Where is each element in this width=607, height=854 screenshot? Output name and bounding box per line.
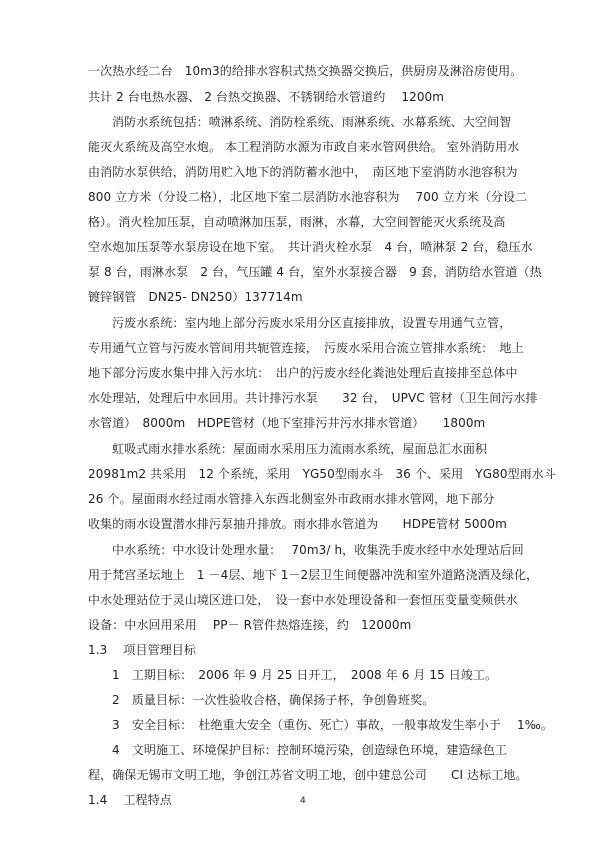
text-line: 水处理站，处理后中水回用。共计排污水泵 32 台， UPVC 管材（卫生间污水排 xyxy=(88,391,538,405)
text-line: 虹吸式雨水排水系统：屋面雨水采用压力流雨水系统，屋面总汇水面积 xyxy=(112,442,488,456)
text-line: 消防水系统包括：喷淋系统、消防栓系统、雨淋系统、水幕系统、大空间智 xyxy=(112,115,512,129)
text-line: 一次热水经二台 10m3的给排水容积式热交换器交换后，供厨房及淋浴房使用。 xyxy=(88,64,523,78)
text-line: 用于梵宫圣坛地上 1 －4层、地下 1－2层卫生间便器冲洗和室外道路浇洒及绿化， xyxy=(88,568,539,582)
text-line: 程，确保无锡市文明工地，争创江苏省文明工地，创中建总公司 CI 达标工地。 xyxy=(88,768,528,782)
text-line: 空水炮加压泵等水泵房设在地下室。 共计消火栓水泵 4 台，喷淋泵 2 台，稳压水 xyxy=(88,240,533,254)
text-line: 镀锌钢管 DN25- DN250）137714m xyxy=(88,290,303,304)
text-line: 设备：中水回用采用 PP－ R管件热熔连接，约 12000m xyxy=(88,618,412,632)
text-line: 污废水系统：室内地上部分污废水采用分区直接排放，设置专用通气立管， xyxy=(112,316,512,330)
section-heading: 1.4 工程特点 xyxy=(88,793,172,807)
text-line: 26 个。屋面雨水经过雨水管排入东西北侧室外市政雨水排水管网，地下部分 xyxy=(88,492,495,506)
text-line: 水管道） 8000m HDPE管材（地下室排污井污水排水管道） 1800m xyxy=(88,416,486,430)
text-line: 专用通气立管与污废水管间用共轭管连接， 污废水采用合流立管排水系统： 地上 xyxy=(88,341,524,355)
list-item: 1 工期目标： 2006 年 9 月 25 日开工， 2008 年 6 月 15 日竣工。 xyxy=(112,668,498,682)
text-line: 由消防水泵供给，消防用贮入地下的消防蓄水池中， 南区地下室消防水池容积为 xyxy=(88,165,518,179)
text-line: 能灭火系统及高空水炮。 本工程消防水源为市政自来水管网供给。 室外消防用水 xyxy=(88,140,520,154)
list-item: 2 质量目标：一次性验收合格，确保扬子杯，争创鲁班奖。 xyxy=(112,693,435,707)
text-line: 中水系统：中水设计处理水量： 70m3/ h，收集洗手废水经中水处理站后回 xyxy=(112,543,524,557)
text-line: 共计 2 台电热水器、 2 台热交换器、不锈钢给水管道约 1200m xyxy=(88,90,445,104)
section-heading: 1.3 项目管理目标 xyxy=(88,643,196,657)
text-line: 地下部分污废水集中排入污水坑： 出户的污废水经化粪池处理后直接排至总体中 xyxy=(88,366,518,380)
text-line: 收集的雨水设置潜水排污泵抽升排放。雨水排水管道为 HDPE管材 5000m xyxy=(88,517,507,531)
page-number: 4 xyxy=(300,796,306,806)
list-item: 3 安全目标： 杜绝重大安全（重伤、死亡）事故，一般事故发生率小于 1‰。 xyxy=(112,718,553,732)
text-line: 800 立方米（分设二格），北区地下室二层消防水池容积为 700 立方米（分设二 xyxy=(88,190,528,204)
text-line: 中水处理站位于灵山境区进口处， 设一套中水处理设备和一套恒压变量变频供水 xyxy=(88,593,518,607)
text-line: 格）。消火栓加压泵，自动喷淋加压泵，雨淋，水幕，大空间智能灭火系统及高 xyxy=(88,215,506,229)
list-item: 4 文明施工、环境保护目标：控制环境污染，创造绿色环境，建造绿色工 xyxy=(112,743,507,757)
text-line: 20981m2 共采用 12 个系统，采用 YG50型雨水斗 36 个、采用 YG80型雨水斗 xyxy=(88,467,556,481)
text-line: 泵 8 台，雨淋水泵 2 台，气压罐 4 台，室外水泵接合器 9 套，消防给水管道（热 xyxy=(88,265,542,279)
